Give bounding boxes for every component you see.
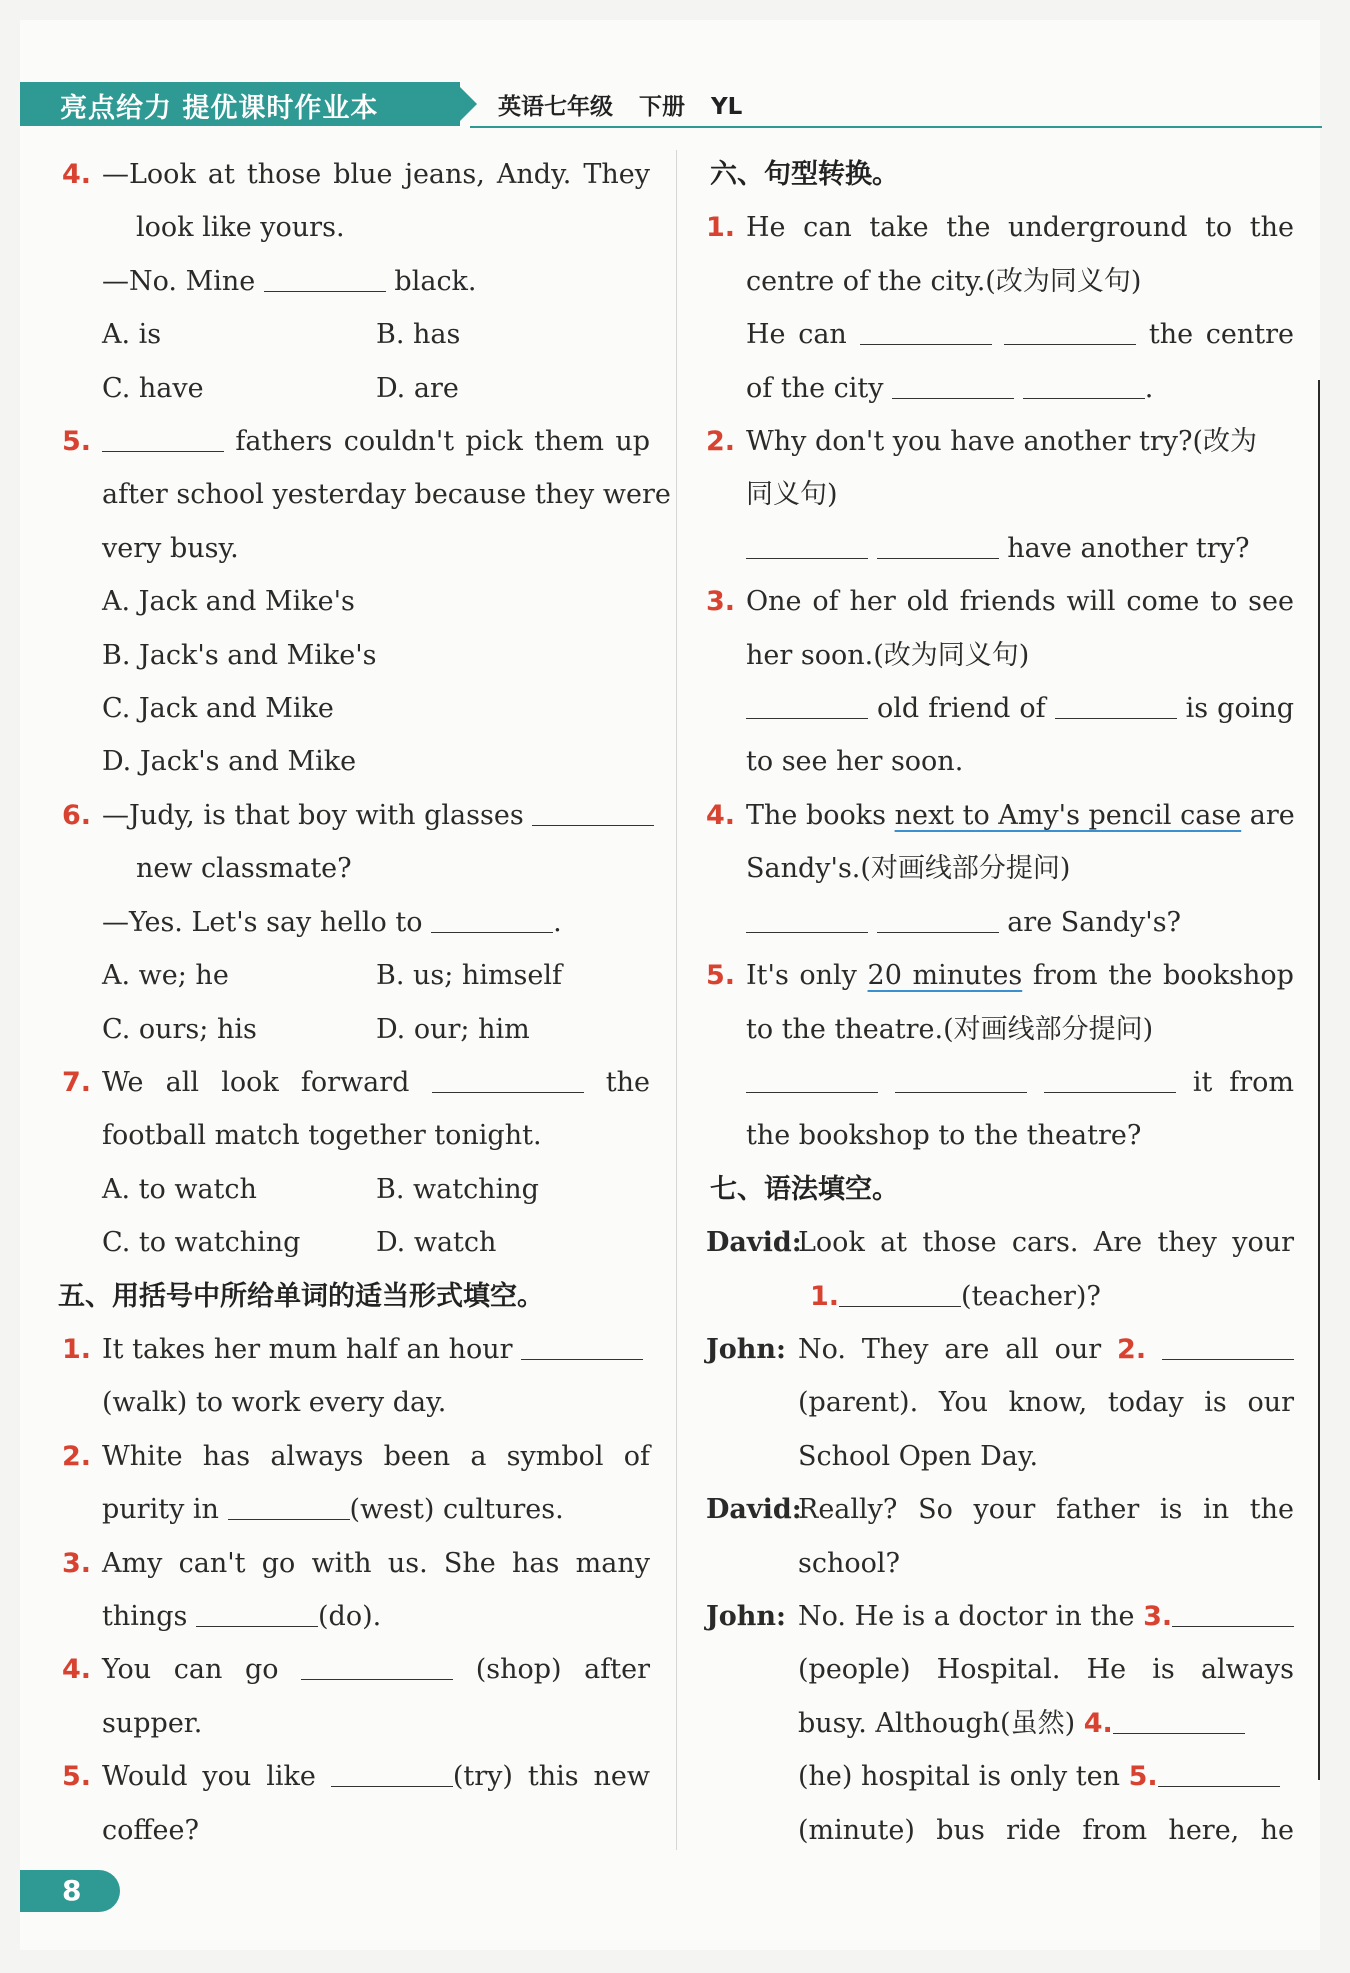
blank-number: 3.: [1143, 1600, 1173, 1632]
dialogue-text: Really? So your father is in the: [798, 1494, 1294, 1526]
item-number: 5.: [62, 1761, 92, 1793]
item-text: purity in: [102, 1494, 219, 1526]
answer-blank[interactable]: [431, 904, 553, 933]
item-number: 3.: [706, 586, 736, 618]
blank-number: 4.: [1083, 1707, 1113, 1739]
item-text: Why don't you have another try?(改为: [746, 426, 1258, 458]
answer-blank[interactable]: [1023, 370, 1145, 399]
s5-item-5: [62, 1750, 650, 1857]
dialogue-text: school?: [798, 1547, 900, 1579]
answer-blank[interactable]: [331, 1758, 453, 1787]
page-edge-shadow: [1318, 380, 1320, 1780]
question-text: the: [605, 1066, 650, 1098]
item-text: (shop) after: [475, 1654, 650, 1686]
blank-number: 5.: [1128, 1761, 1158, 1793]
item-text: things: [102, 1600, 188, 1632]
dialogue-text: No. They are all our: [798, 1333, 1102, 1365]
answer-blank[interactable]: [521, 1331, 643, 1360]
option-a[interactable]: A. to watch: [102, 1173, 257, 1205]
option-d[interactable]: D. Jack's and Mike: [102, 746, 357, 778]
dialogue-text: (minute) bus ride from here, he: [798, 1814, 1294, 1846]
answer-blank[interactable]: [877, 904, 999, 933]
edition: YL: [711, 94, 743, 120]
book-title: 亮点给力 提优课时作业本: [60, 93, 379, 124]
dialogue-text: busy. Although(虽然): [798, 1707, 1076, 1739]
item-text: supper.: [102, 1707, 203, 1739]
answer-blank[interactable]: [1113, 1705, 1245, 1734]
answer-blank[interactable]: [746, 690, 868, 719]
option-c[interactable]: C. ours; his: [102, 1013, 257, 1045]
answer-blank[interactable]: [228, 1491, 350, 1520]
underlined-phrase: next to Amy's pencil case: [894, 799, 1242, 831]
blank-number: 1.: [810, 1280, 840, 1312]
item-text: coffee?: [102, 1814, 199, 1846]
question-text: new classmate?: [136, 853, 352, 885]
item-text: her soon.(改为同义句): [746, 639, 1030, 671]
dialogue-text: (parent). You know, today is our: [798, 1387, 1294, 1419]
answer-blank[interactable]: [746, 904, 868, 933]
question-number: 7.: [62, 1066, 92, 1098]
option-c[interactable]: C. Jack and Mike: [102, 693, 334, 725]
question-text: .: [553, 906, 562, 938]
item-text: (do).: [318, 1600, 382, 1632]
s6-item-4: [706, 789, 1294, 949]
answer-blank[interactable]: [196, 1598, 318, 1627]
option-d[interactable]: D. watch: [376, 1227, 497, 1259]
s5-item-4: [62, 1643, 650, 1750]
s6-item-5: [706, 949, 1294, 1163]
speaker-name: John:: [706, 1600, 787, 1632]
question-text: —No. Mine: [102, 265, 256, 297]
question-text: We all look forward: [102, 1066, 410, 1098]
answer-blank[interactable]: [102, 423, 224, 452]
option-d[interactable]: D. are: [376, 372, 459, 404]
answer-blank[interactable]: [746, 530, 868, 559]
section-6-title: 六、句型转换。: [710, 159, 899, 190]
item-text: (walk) to work every day.: [102, 1387, 447, 1419]
question-5: [62, 415, 671, 789]
option-b[interactable]: B. us; himself: [376, 960, 563, 992]
option-d[interactable]: D. our; him: [376, 1013, 530, 1045]
item-text: it from: [1192, 1066, 1294, 1098]
item-text: (west) cultures.: [349, 1494, 564, 1526]
item-text: the bookshop to the theatre?: [746, 1120, 1142, 1152]
option-b[interactable]: B. has: [376, 319, 461, 351]
s6-item-1: [706, 201, 1294, 415]
item-number: 1.: [62, 1333, 92, 1365]
question-text: —Look at those blue jeans, Andy. They: [102, 159, 650, 190]
question-number: 6.: [62, 799, 92, 831]
question-text: —Judy, is that boy with glasses: [102, 799, 524, 831]
item-text: It's only: [746, 960, 857, 992]
answer-blank[interactable]: [895, 1064, 1027, 1093]
option-a[interactable]: A. is: [102, 319, 162, 351]
section-5-title: 五、用括号中所给单词的适当形式填空。: [58, 1280, 544, 1312]
page-number-badge: 8: [20, 1870, 120, 1912]
item-number: 3.: [62, 1547, 92, 1579]
item-text: to the theatre.(对画线部分提问): [746, 1013, 1154, 1045]
item-text: You can go: [102, 1654, 279, 1686]
question-6: [62, 789, 650, 1056]
item-text: Would you like: [102, 1761, 316, 1793]
item-text: .: [1144, 372, 1154, 404]
option-c[interactable]: C. to watching: [102, 1227, 301, 1259]
right-column: [706, 148, 1294, 1857]
answer-blank[interactable]: [839, 1278, 961, 1307]
item-text: The books: [746, 799, 886, 831]
item-text: centre of the city.(改为同义句): [746, 265, 1142, 297]
column-divider: [676, 150, 677, 1850]
speaker-name: David:: [706, 1227, 802, 1259]
blank-number: 2.: [1117, 1333, 1147, 1365]
s6-item-3: [706, 575, 1294, 789]
speaker-name: John:: [706, 1333, 787, 1365]
answer-blank[interactable]: [746, 1064, 878, 1093]
item-text: He can take the underground to the: [746, 212, 1294, 244]
item-number: 2.: [62, 1440, 92, 1472]
dialogue-david-2: [706, 1483, 1294, 1590]
volume: 下册: [639, 94, 686, 120]
dialogue-david-1: [706, 1216, 1294, 1323]
dialogue-john-1: [706, 1323, 1294, 1483]
subject: 英语七年级: [498, 94, 613, 120]
dialogue-text: School Open Day.: [798, 1440, 1039, 1472]
item-text: are Sandy's?: [1007, 906, 1182, 938]
question-text: fathers couldn't pick them up: [235, 426, 650, 458]
question-text: —Yes. Let's say hello to: [102, 906, 423, 938]
header-band-tip: [455, 82, 477, 126]
dialogue-text: (people) Hospital. He is always: [798, 1654, 1294, 1686]
book-subtitle: [498, 88, 742, 121]
dialogue-john-2: [706, 1590, 1294, 1857]
item-text: One of her old friends will come to see: [746, 586, 1294, 618]
item-text: It takes her mum half an hour: [102, 1333, 513, 1365]
s5-item-1: [62, 1323, 650, 1430]
answer-blank[interactable]: [532, 797, 654, 826]
item-text: are: [1249, 799, 1295, 831]
option-c[interactable]: C. have: [102, 372, 204, 404]
options: [102, 1003, 650, 1056]
options: [102, 308, 650, 361]
s6-item-2: [706, 415, 1294, 575]
speaker-name: David:: [706, 1494, 802, 1526]
question-text: black.: [394, 265, 477, 297]
header-rule: [470, 126, 1322, 128]
item-text: to see her soon.: [746, 746, 964, 778]
item-text: 同义句): [746, 479, 838, 511]
question-text: after school yesterday because they were: [102, 479, 671, 511]
option-a[interactable]: A. Jack and Mike's: [102, 586, 355, 618]
item-text: from the bookshop: [1032, 960, 1294, 992]
options: [102, 362, 650, 415]
answer-blank[interactable]: [1044, 1064, 1176, 1093]
underlined-phrase: 20 minutes: [867, 960, 1023, 992]
options: [102, 949, 650, 1002]
item-number: 4.: [706, 799, 736, 831]
answer-blank[interactable]: [892, 370, 1014, 399]
item-text: He can: [746, 319, 847, 351]
item-text: is going: [1185, 693, 1295, 725]
options: [102, 1216, 650, 1269]
item-number: 1.: [706, 212, 736, 244]
options: [102, 1163, 650, 1216]
answer-blank[interactable]: [301, 1651, 453, 1680]
answer-blank[interactable]: [877, 530, 999, 559]
item-text: old friend of: [877, 693, 1046, 725]
item-text: (try) this new: [452, 1761, 650, 1793]
question-number: 5.: [62, 426, 92, 458]
option-b[interactable]: B. Jack's and Mike's: [102, 639, 377, 671]
answer-blank[interactable]: [432, 1064, 584, 1093]
item-text: Sandy's.(对画线部分提问): [746, 853, 1071, 885]
item-text: of the city: [746, 372, 884, 404]
question-number: 4.: [62, 159, 92, 190]
item-number: 5.: [706, 960, 736, 992]
s5-item-2: [62, 1430, 650, 1537]
item-text: White has always been a symbol of: [102, 1440, 650, 1472]
item-text: the centre: [1148, 319, 1294, 351]
s5-item-3: [62, 1537, 650, 1644]
answer-blank[interactable]: [1172, 1598, 1294, 1627]
item-number: 4.: [62, 1654, 92, 1686]
section-7-title: 七、语法填空。: [710, 1173, 899, 1205]
option-b[interactable]: B. watching: [376, 1173, 539, 1205]
left-column: [58, 148, 671, 1857]
answer-blank[interactable]: [264, 263, 386, 292]
question-text: look like yours.: [136, 212, 345, 244]
question-4: [62, 148, 650, 415]
item-text: have another try?: [1007, 532, 1250, 564]
answer-blank[interactable]: [1004, 316, 1136, 345]
item-text: Amy can't go with us. She has many: [102, 1547, 650, 1579]
question-text: football match together tonight.: [102, 1120, 542, 1152]
answer-blank[interactable]: [860, 316, 992, 345]
dialogue-text: (teacher)?: [961, 1280, 1101, 1312]
question-7: [62, 1056, 650, 1270]
item-number: 2.: [706, 426, 736, 458]
answer-blank[interactable]: [1158, 1758, 1280, 1787]
dialogue-text: Look at those cars. Are they your: [798, 1227, 1294, 1259]
dialogue-text: No. He is a doctor in the: [798, 1600, 1135, 1632]
answer-blank[interactable]: [1162, 1331, 1294, 1360]
answer-blank[interactable]: [1055, 690, 1177, 719]
dialogue-text: (he) hospital is only ten: [798, 1761, 1121, 1793]
option-a[interactable]: A. we; he: [102, 960, 229, 992]
question-text: very busy.: [102, 532, 239, 564]
